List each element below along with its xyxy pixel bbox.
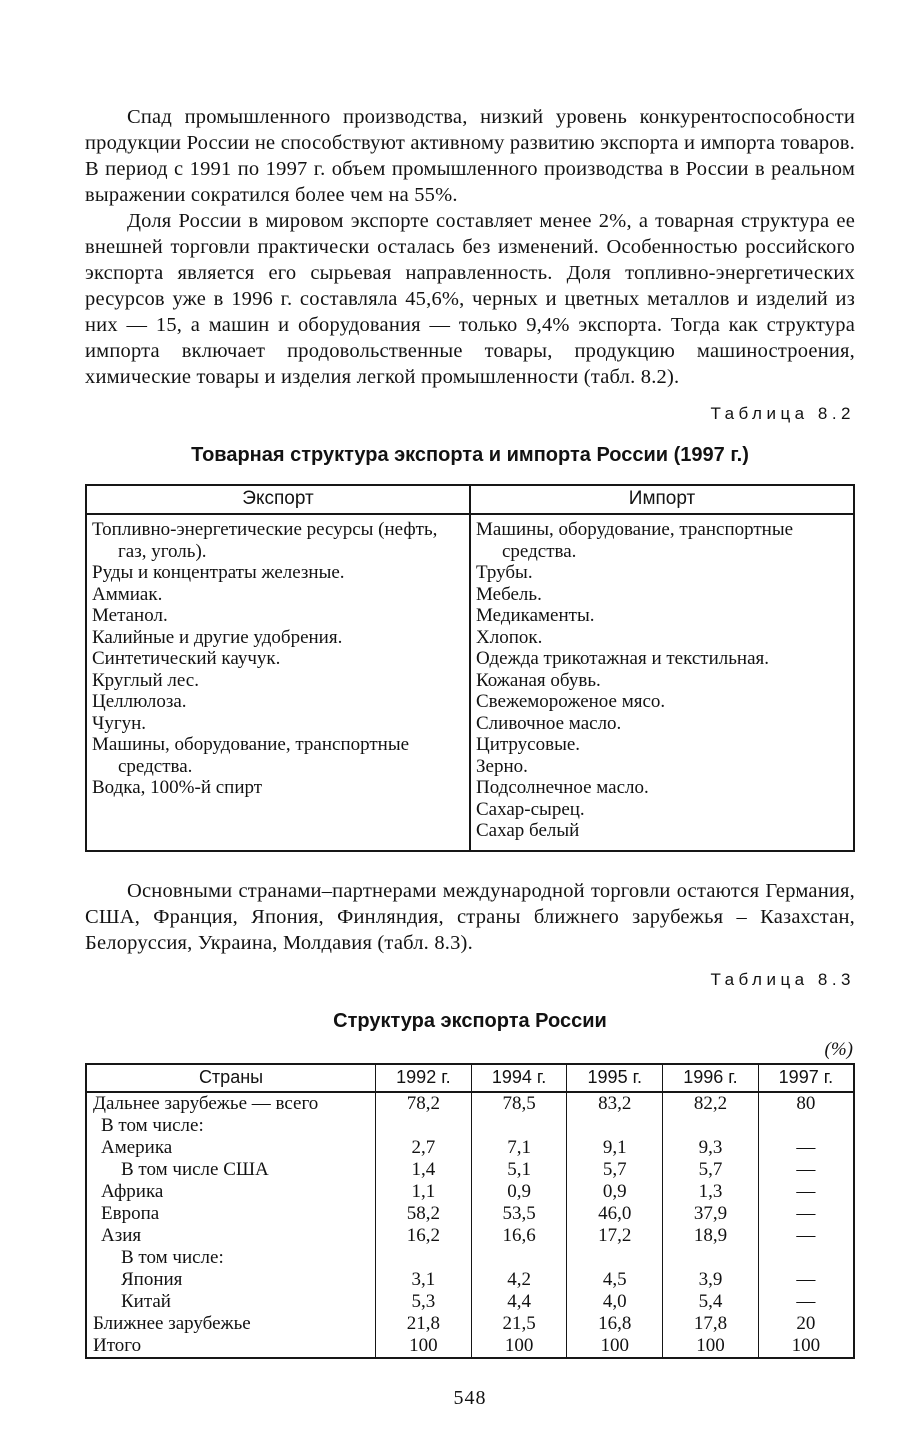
table2-unit-percent: (%) (824, 1038, 853, 1060)
row-label: В том числе: (86, 1115, 376, 1137)
row-value: 58,2 (376, 1203, 472, 1225)
row-value: 80 (796, 1092, 816, 1114)
import-item: Цитрусовые. (476, 734, 581, 755)
import-item: Хлопок. (476, 626, 543, 648)
row-value: 5,1 (471, 1159, 567, 1181)
export-item: Чугун. (92, 712, 147, 734)
import-item: Подсолнечное масло. (476, 777, 649, 798)
table2-col-year: 1997 г. (758, 1064, 854, 1092)
row-value: 20 (796, 1312, 816, 1334)
row-label: Европа (86, 1203, 376, 1225)
row-value: 0,9 (567, 1181, 663, 1203)
table2-col-year: 1994 г. (471, 1064, 567, 1092)
export-items-cell (86, 514, 470, 851)
row-value (376, 1115, 472, 1137)
row-value (376, 1247, 472, 1269)
row-value: — (796, 1290, 816, 1312)
row-label: Китай (86, 1291, 376, 1313)
row-value: — (796, 1158, 816, 1180)
page-number: 548 (453, 1386, 487, 1409)
table2-col-year: 1992 г. (376, 1064, 472, 1092)
table2-header-row (86, 1064, 854, 1092)
paragraph-export-share: Доля России в мировом экспорте составляет менее 2%, а товарная структура ее внешней торговли практически осталась без изменений. Особенностью российского экспорта является его сырьевая направленность. Доля топливно-энергетических ресурсов уже в 1996 г. составляла 45,6%, черных и цветных металлов и изделий из них — 15, а машин и оборудования — только 9,4% экспорта. Тогда как структура импорта включает продовольственные товары, продукцию машиностроения, химические товары и изделия легкой промышленности (табл. 8.2). (85, 210, 855, 388)
table-row (86, 1335, 854, 1358)
row-value: 5,4 (663, 1291, 759, 1313)
row-value: 21,5 (471, 1313, 567, 1335)
row-label: Дальнее зарубежье — всего (86, 1092, 376, 1115)
row-value (758, 1115, 854, 1137)
row-value: 83,2 (567, 1092, 663, 1115)
row-value (663, 1247, 759, 1269)
import-item: Свежемороженое мясо. (476, 691, 666, 712)
row-value (471, 1247, 567, 1269)
row-value (567, 1247, 663, 1269)
row-value: 17,8 (663, 1313, 759, 1335)
table1-col-import: Импорт (470, 485, 854, 514)
row-value: 1,4 (376, 1159, 472, 1181)
import-item: Кожаная обувь. (476, 669, 601, 691)
row-label: В том числе: (86, 1247, 376, 1269)
row-label: Ближнее зарубежье (86, 1313, 376, 1335)
table2-col-countries: Страны (86, 1064, 376, 1092)
book-page (85, 104, 855, 1410)
import-item: Мебель. (476, 583, 542, 605)
row-value: 18,9 (663, 1225, 759, 1247)
row-value: 4,5 (567, 1269, 663, 1291)
export-structure-table (85, 1063, 855, 1359)
table-row (86, 1203, 854, 1225)
table-row (86, 1115, 854, 1137)
table1-title: Товарная структура экспорта и импорта России (1997 г.) (191, 444, 749, 466)
export-item: Руды и концентраты железные. (92, 562, 345, 583)
row-value: 100 (791, 1334, 821, 1356)
row-value: — (796, 1268, 816, 1290)
export-item: Круглый лес. (92, 669, 199, 691)
table-row (86, 1313, 854, 1335)
paragraph-trade-partners: Основными странами–партнерами международной торговли остаются Германия, США, Франция, Япония, Финляндия, страны ближнего зарубежья – Казахстан, Белоруссия, Украина, Молдавия (табл. 8.3). (85, 879, 855, 954)
row-value: 5,7 (663, 1159, 759, 1181)
row-value: 78,2 (376, 1092, 472, 1115)
table2-col-year: 1996 г. (663, 1064, 759, 1092)
row-value: 17,2 (567, 1225, 663, 1247)
table-row (86, 1291, 854, 1313)
row-value: 5,3 (376, 1291, 472, 1313)
import-item: Зерно. (476, 755, 528, 777)
table1-col-export: Экспорт (86, 485, 470, 514)
row-value: 21,8 (376, 1313, 472, 1335)
row-value: — (796, 1136, 816, 1158)
export-item: Топливно-энергетические ресурсы (нефть, газ, уголь). (92, 519, 438, 562)
row-label: Япония (86, 1269, 376, 1291)
row-value: 1,3 (663, 1181, 759, 1203)
row-value: 9,3 (663, 1137, 759, 1159)
row-value: 4,0 (567, 1291, 663, 1313)
row-value: 2,7 (376, 1137, 472, 1159)
row-label: Африка (86, 1181, 376, 1203)
row-value: 3,9 (663, 1269, 759, 1291)
import-item: Машины, оборудование, транспортные средства. (476, 519, 794, 562)
row-value: 46,0 (567, 1203, 663, 1225)
export-item: Калийные и другие удобрения. (92, 626, 343, 648)
row-value: 0,9 (471, 1181, 567, 1203)
table2-label: Таблица 8.3 (710, 969, 855, 989)
row-value: 5,7 (567, 1159, 663, 1181)
row-value: 3,1 (376, 1269, 472, 1291)
row-value: 16,2 (376, 1225, 472, 1247)
row-label: Америка (86, 1137, 376, 1159)
table-row (86, 1225, 854, 1247)
row-label: Азия (86, 1225, 376, 1247)
row-value: 16,6 (471, 1225, 567, 1247)
table2-title: Структура экспорта России (333, 1009, 607, 1032)
row-value: 100 (471, 1335, 567, 1358)
row-value: 100 (567, 1335, 663, 1358)
import-items-cell (470, 514, 854, 851)
export-item: Метанол. (92, 605, 168, 626)
row-value: 37,9 (663, 1203, 759, 1225)
import-item: Сахар-сырец. (476, 798, 585, 820)
row-value: — (796, 1180, 816, 1202)
table2-col-year: 1995 г. (567, 1064, 663, 1092)
table1-body-row (86, 514, 854, 851)
table1-label: Таблица 8.2 (710, 404, 855, 423)
row-value: 1,1 (376, 1181, 472, 1203)
table-row (86, 1181, 854, 1203)
row-value: 7,1 (471, 1137, 567, 1159)
table-row (86, 1159, 854, 1181)
row-value: 100 (376, 1335, 472, 1358)
row-value: 9,1 (567, 1137, 663, 1159)
row-value: 4,4 (471, 1291, 567, 1313)
paragraph-industrial-decline: Спад промышленного производства, низкий уровень конкурентоспособности продукции России не способствуют активному развитию экспорта и импорта товаров. В период с 1991 по 1997 г. объем промышленного производства в России в реальном выражении сократился более чем на 55%. (85, 106, 855, 206)
export-item: Целлюлоза. (92, 691, 187, 712)
table-row (86, 1092, 854, 1115)
row-value (663, 1115, 759, 1137)
row-value (758, 1247, 854, 1269)
row-value: — (796, 1202, 816, 1224)
export-item: Синтетический каучук. (92, 648, 281, 669)
import-item: Медикаменты. (476, 605, 595, 626)
row-value: 100 (663, 1335, 759, 1358)
row-value: 4,2 (471, 1269, 567, 1291)
row-value: 82,2 (663, 1092, 759, 1115)
table-row (86, 1137, 854, 1159)
table-row (86, 1247, 854, 1269)
table-row (86, 1269, 854, 1291)
row-value: 53,5 (471, 1203, 567, 1225)
export-item: Машины, оборудование, транспортные средства. (92, 734, 410, 777)
row-label: Итого (86, 1335, 376, 1358)
row-value: 78,5 (471, 1092, 567, 1115)
export-import-table (85, 484, 855, 852)
export-item: Аммиак. (92, 583, 163, 605)
import-item: Сливочное масло. (476, 712, 622, 734)
row-label: В том числе США (86, 1159, 376, 1181)
export-item: Водка, 100%-й спирт (92, 777, 263, 798)
row-value (471, 1115, 567, 1137)
row-value (567, 1115, 663, 1137)
row-value: 16,8 (567, 1313, 663, 1335)
table1-header-row (86, 485, 854, 514)
import-item: Трубы. (476, 562, 533, 583)
row-value: — (796, 1224, 816, 1246)
import-item: Сахар белый (476, 820, 580, 841)
import-item: Одежда трикотажная и текстильная. (476, 648, 770, 669)
